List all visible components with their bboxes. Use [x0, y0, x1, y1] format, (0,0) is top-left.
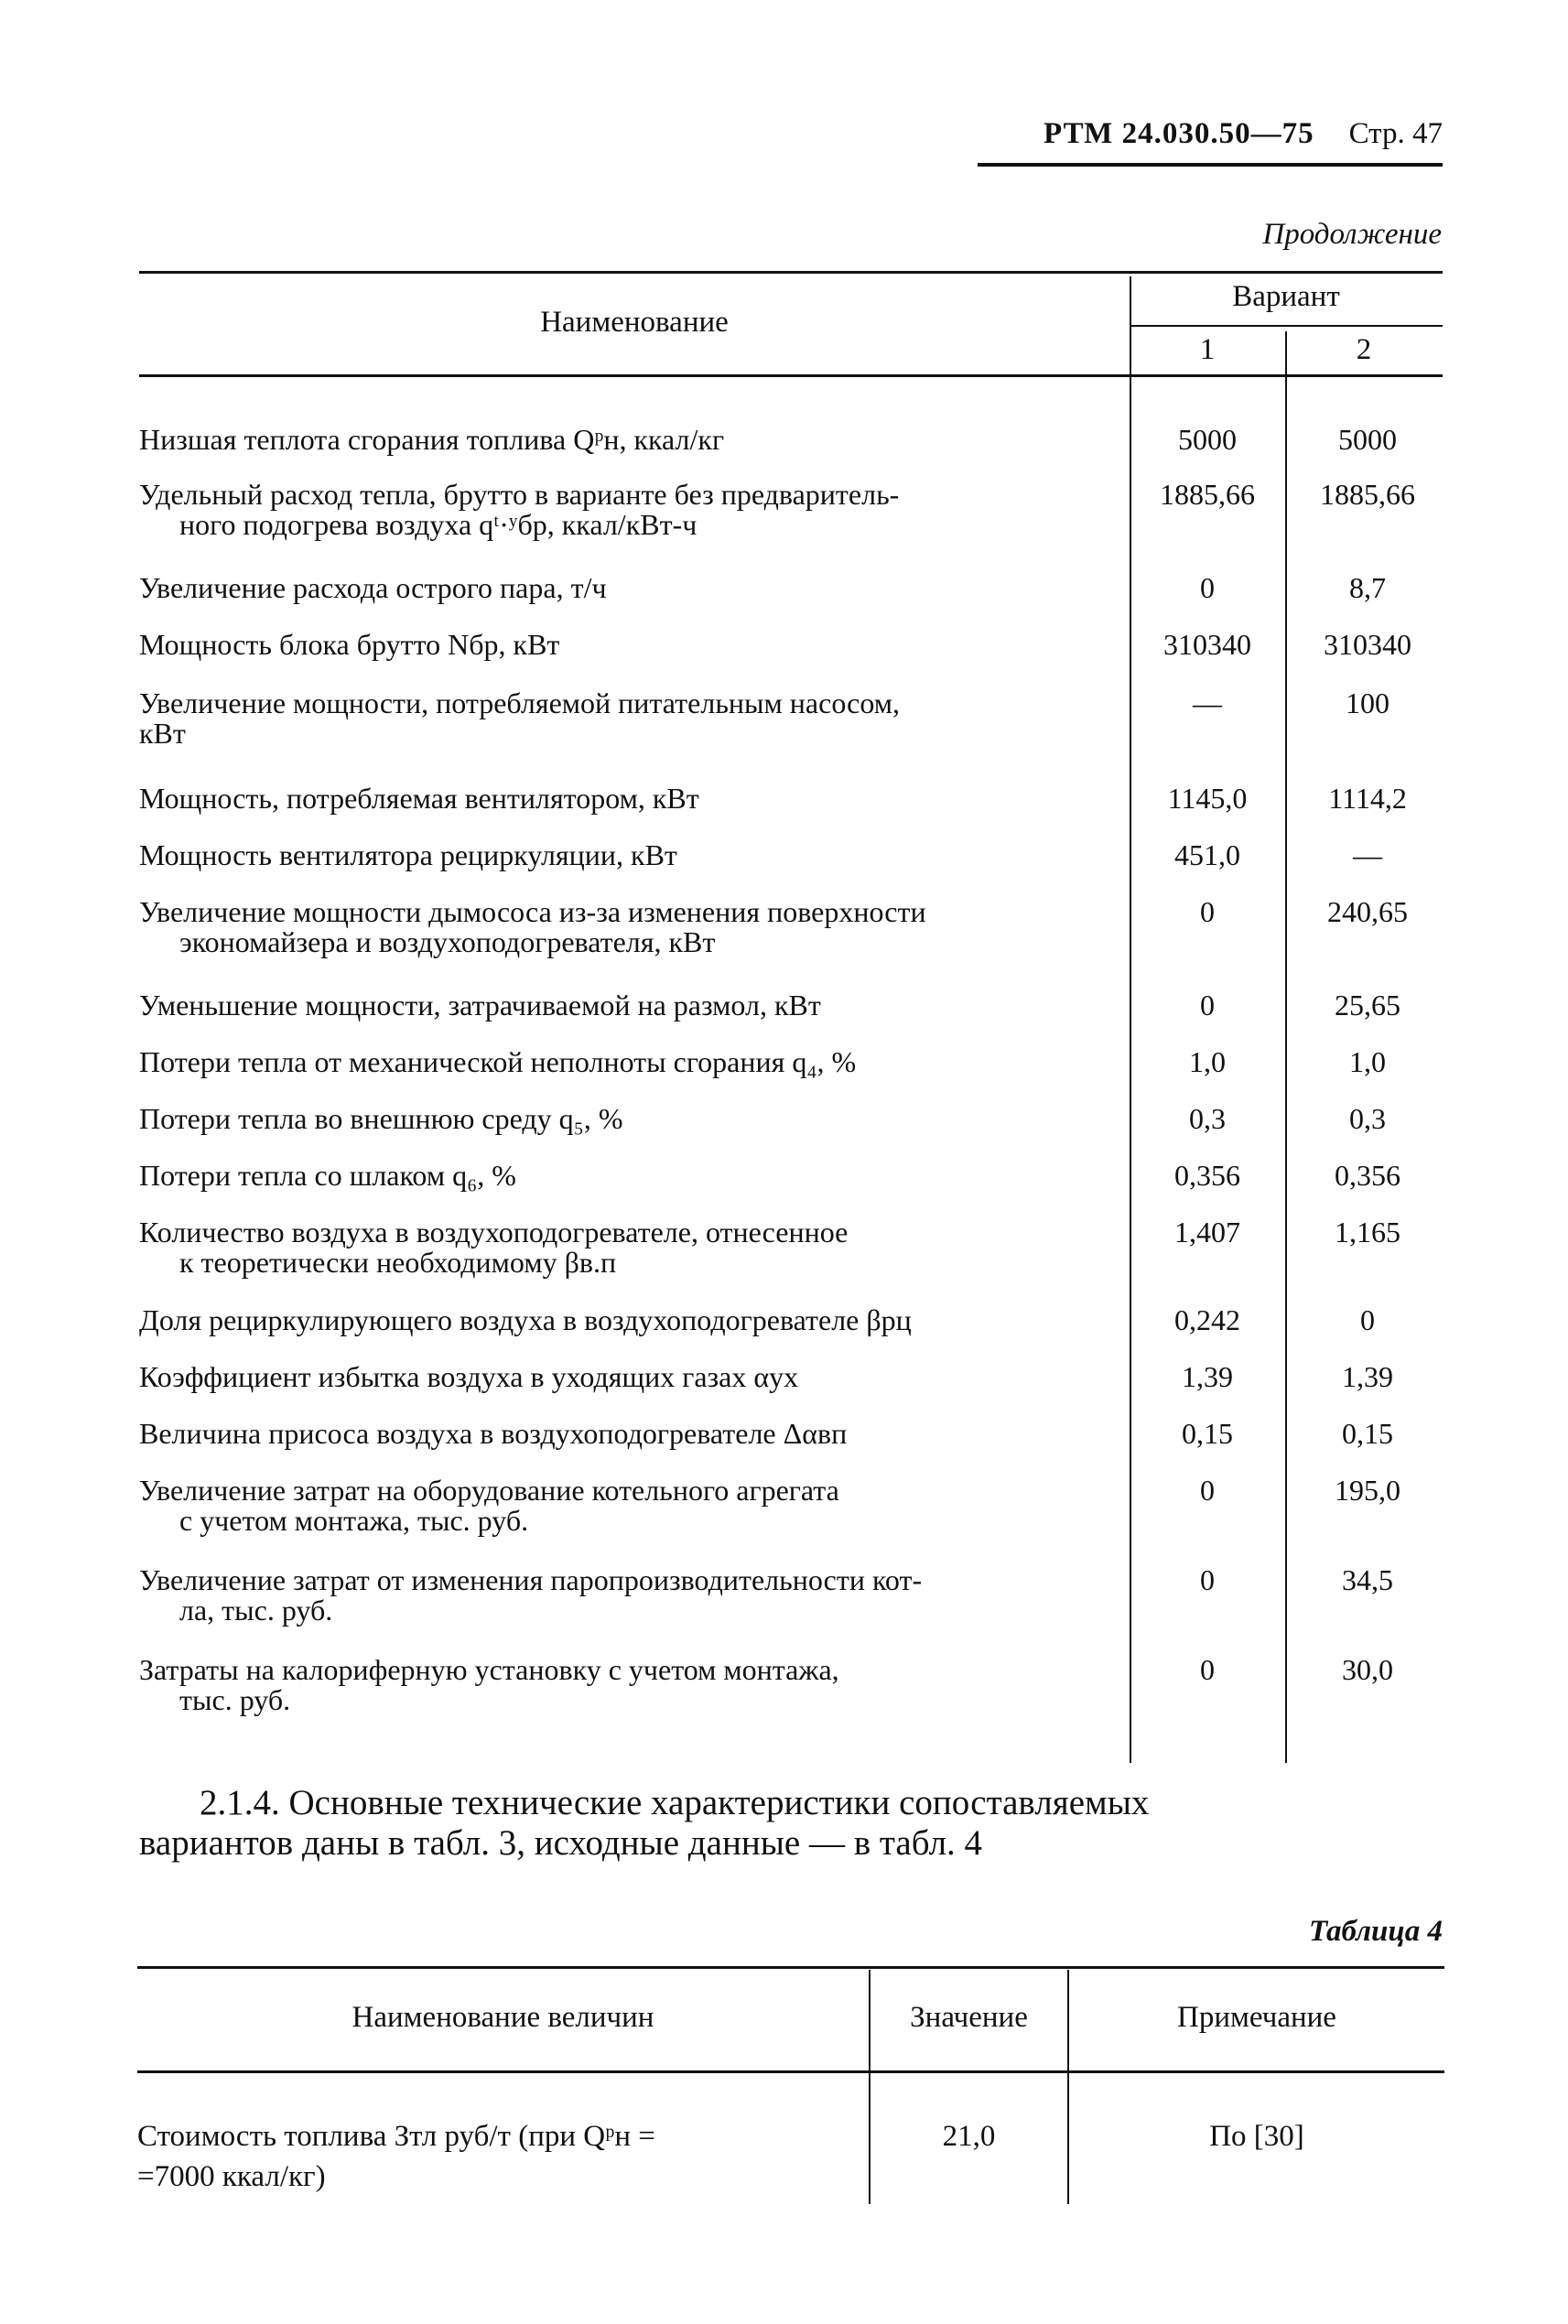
page-header — [978, 117, 1443, 151]
table4-row-name — [137, 2116, 860, 2197]
paragraph-line-1: 2.1.4. Основные технические характеристики сопоставляемых — [200, 1783, 1150, 1822]
table4-row-name-line-1: Стоимость топлива Зтл руб/т (при Qᵖн = — [137, 2120, 655, 2153]
row-name-line-2: кВт — [139, 717, 186, 750]
row-value-2: 30,0 — [1342, 1653, 1393, 1686]
row-name-line-2: с учетом монтажа, тыс. руб. — [179, 1504, 529, 1537]
row-name-line-1: Увеличение мощности дымососа из-за изменения поверхности — [139, 895, 926, 928]
table4-header-value: Значение — [910, 2001, 1028, 2034]
page-number: Стр. 47 — [1348, 117, 1443, 150]
row-name: Низшая теплота сгорания топлива Qᵖн, ккал/кг — [139, 423, 725, 456]
row-value-2: 1114,2 — [1328, 782, 1407, 815]
row-value-1: — — [1193, 686, 1222, 719]
row-value-1: 451,0 — [1174, 838, 1240, 871]
row-value-1: 0 — [1200, 1653, 1215, 1686]
row-name — [139, 1565, 1130, 1626]
row-value-1: 1,39 — [1182, 1360, 1233, 1393]
variant-header-rule — [1130, 325, 1443, 327]
row-value-2: 5000 — [1338, 423, 1397, 456]
row-value-1: 1145,0 — [1167, 782, 1248, 815]
parameters-table — [139, 271, 1443, 1763]
row-name: Мощность вентилятора рециркуляции, кВт — [139, 838, 677, 871]
row-value-2: 0,15 — [1342, 1417, 1393, 1450]
row-value-1: 0 — [1200, 1474, 1215, 1507]
column-divider-name — [1130, 276, 1131, 1763]
row-name-line-2: к теоретически необходимому βв.п — [179, 1246, 617, 1279]
table4-header-rule — [137, 2070, 1444, 2073]
row-name: Потери тепла со шлаком q₆, % — [139, 1159, 516, 1192]
table4-header-name: Наименование величин — [351, 2001, 654, 2034]
row-value-2: 310340 — [1324, 628, 1411, 661]
row-value-1: 0 — [1200, 1563, 1215, 1596]
table-4-label: Таблица 4 — [1308, 1915, 1443, 1948]
header-variant-2: 2 — [1356, 333, 1372, 366]
row-value-1: 5000 — [1178, 423, 1237, 456]
row-name: Потери тепла во внешнюю среду q₅, % — [139, 1102, 623, 1135]
row-name — [139, 1475, 1130, 1536]
section-paragraph — [139, 1783, 1443, 1864]
row-name-line-1: Увеличение мощности, потребляемой питательным насосом, — [139, 686, 900, 719]
table-top-rule — [139, 271, 1443, 274]
row-value-2: 25,65 — [1335, 989, 1400, 1021]
row-value-1: 1,0 — [1189, 1045, 1226, 1078]
row-name: Доля рециркулирующего воздуха в воздухоподогревателе βрц — [139, 1303, 912, 1336]
row-value-2: 1,39 — [1342, 1360, 1393, 1393]
document-code: РТМ 24.030.50—75 — [1044, 117, 1314, 150]
row-value-2: 0,3 — [1349, 1102, 1386, 1135]
table4-row-note: По [30] — [1209, 2120, 1304, 2153]
row-value-1: 0,3 — [1189, 1102, 1226, 1135]
row-value-2: 1885,66 — [1320, 478, 1415, 511]
header-variant-1: 1 — [1199, 333, 1216, 366]
row-name-line-2: ла, тыс. руб. — [179, 1594, 333, 1627]
row-name-line-1: Удельный расход тепла, брутто в варианте без предваритель- — [139, 478, 900, 511]
row-value-2: 240,65 — [1327, 895, 1408, 928]
table4-row-value: 21,0 — [942, 2120, 996, 2153]
row-name-line-2: экономайзера и воздухоподогревателя, кВт — [179, 925, 716, 958]
row-name: Потери тепла от механической неполноты сгорания q₄, % — [139, 1045, 857, 1078]
continuation-label: Продолжение — [1262, 218, 1442, 251]
row-value-1: 0,356 — [1174, 1159, 1240, 1192]
header-bottom-rule — [139, 374, 1443, 377]
row-name — [139, 897, 1130, 957]
source-data-table — [137, 1966, 1444, 2204]
row-value-2: 34,5 — [1342, 1563, 1393, 1596]
header-name: Наименование — [540, 306, 729, 339]
row-value-2: 1,0 — [1349, 1045, 1386, 1078]
header-variant: Вариант — [1232, 280, 1340, 313]
row-value-2: 1,165 — [1335, 1216, 1400, 1248]
paragraph-line-2: вариантов даны в табл. 3, исходные данные — в табл. 4 — [139, 1823, 983, 1863]
row-value-1: 310340 — [1163, 628, 1251, 661]
table4-top-rule — [137, 1966, 1444, 1969]
row-name: Коэффициент избытка воздуха в уходящих газах αух — [139, 1360, 799, 1393]
row-value-1: 0,242 — [1174, 1303, 1240, 1336]
row-value-1: 0 — [1200, 989, 1215, 1021]
row-name — [139, 688, 1130, 749]
row-value-1: 0 — [1200, 895, 1215, 928]
row-value-1: 0 — [1200, 571, 1215, 604]
row-name-line-1: Количество воздуха в воздухоподогревателе, отнесенное — [139, 1216, 849, 1248]
row-name-line-2: тыс. руб. — [179, 1683, 291, 1716]
row-value-2: 8,7 — [1349, 571, 1386, 604]
row-name: Мощность блока брутто Nбр, кВт — [139, 628, 560, 661]
row-value-2: 0 — [1360, 1303, 1375, 1336]
row-name-line-2: ного подогрева воздуха qᵗ·ʸбр, ккал/кВт-ч — [179, 508, 697, 541]
row-name-line-1: Затраты на калориферную установку с учетом монтажа, — [139, 1653, 839, 1686]
row-value-1: 1,407 — [1174, 1216, 1240, 1248]
row-name: Увеличение расхода острого пара, т/ч — [139, 571, 607, 604]
header-rule — [978, 163, 1443, 167]
table4-header-note: Примечание — [1177, 2001, 1336, 2034]
row-name: Величина присоса воздуха в воздухоподогревателе Δαвп — [139, 1417, 848, 1450]
row-value-1: 0,15 — [1182, 1417, 1233, 1450]
row-value-2: — — [1353, 838, 1382, 871]
row-value-2: 195,0 — [1335, 1474, 1400, 1507]
row-name-line-1: Увеличение затрат от изменения паропроизводительности кот- — [139, 1563, 923, 1596]
row-name-line-1: Увеличение затрат на оборудование котельного агрегата — [139, 1474, 839, 1507]
row-name: Мощность, потребляемая вентилятором, кВт — [139, 782, 699, 815]
row-name: Уменьшение мощности, затрачиваемой на размол, кВт — [139, 989, 821, 1021]
table4-row-name-line-2: =7000 ккал/кг) — [137, 2160, 326, 2193]
column-divider-variants — [1285, 331, 1287, 1763]
row-name — [139, 1217, 1130, 1278]
row-name — [139, 480, 1130, 540]
row-name — [139, 1655, 1130, 1715]
row-value-1: 1885,66 — [1160, 478, 1255, 511]
row-value-2: 0,356 — [1335, 1159, 1400, 1192]
row-value-2: 100 — [1346, 686, 1390, 719]
